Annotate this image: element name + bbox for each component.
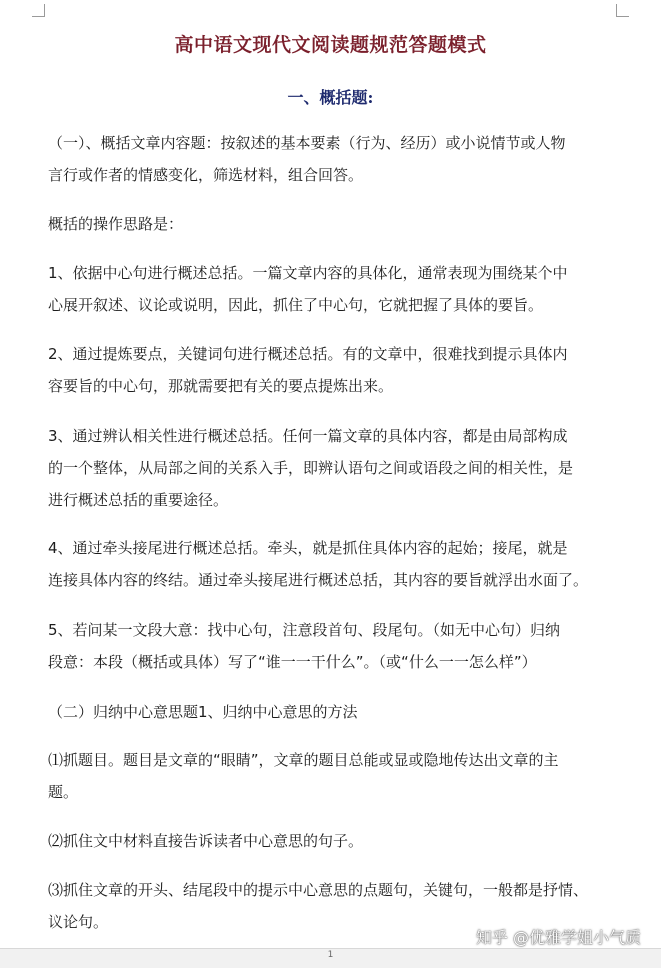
paragraph-line: 2、通过提炼要点，关键词句进行概述总括。有的文章中，很难找到提示具体内: [48, 345, 568, 363]
page-number: 1: [327, 950, 334, 960]
paragraph-line: 议论句。: [48, 913, 109, 931]
paragraph-line: 言行或作者的情感变化，筛选材料，组合回答。: [48, 166, 364, 184]
paragraph-line: 段意：本段（概括或具体）写了“谁一一干什么”。（或“什么一一怎么样”）: [48, 653, 537, 671]
paragraph-line: 题。: [48, 783, 79, 801]
paragraph-5: [48, 420, 618, 516]
paragraph-7: [48, 614, 618, 678]
paragraph-line: 5、若问某一文段大意：找中心句，注意段首句、段尾句。（如无中心句）归纳: [48, 621, 561, 639]
watermark: 知乎 @优雅学姐小气质: [475, 928, 641, 947]
paragraph-line: （一）、概括文章内容题：按叙述的基本要素（行为、经历）或小说情节或人物: [48, 134, 566, 152]
paragraph-2: [48, 208, 618, 240]
paragraph-9: [48, 744, 618, 808]
paragraph-4: [48, 338, 618, 402]
paragraph-line: ⑴抓题目。题目是文章的“眼睛”，文章的题目总能或显或隐地传达出文章的主: [48, 751, 559, 769]
paragraph-line: 3、通过辨认相关性进行概述总括。任何一篇文章的具体内容，都是由局部构成: [48, 427, 568, 445]
paragraph-6: [48, 532, 618, 596]
page-corner-mark-right: [616, 4, 629, 17]
paragraph-line: ⑵抓住文中材料直接告诉读者中心意思的句子。: [48, 832, 364, 850]
paragraph-line: 的一个整体，从局部之间的关系入手，即辨认语句之间或语段之间的相关性，是: [48, 459, 574, 477]
paragraph-line: （二）归纳中心意思题1、归纳中心意思的方法: [48, 703, 358, 721]
paragraph-line: 容要旨的中心句，那就需要把有关的要点提炼出来。: [48, 377, 394, 395]
paragraph-line: ⑶抓住文章的开头、结尾段中的提示中心意思的点题句，关键句，一般都是抒情、: [48, 881, 589, 899]
paragraph-8: [48, 696, 618, 728]
paragraph-1: [48, 127, 618, 191]
paragraph-line: 进行概述总括的重要途径。: [48, 491, 229, 509]
paragraph-line: 心展开叙述、议论或说明，因此，抓住了中心句，它就把握了具体的要旨。: [48, 296, 544, 314]
document-title: 高中语文现代文阅读题规范答题模式: [174, 34, 487, 56]
paragraph-line: 连接具体内容的终结。通过牵头接尾进行概述总括，其内容的要旨就浮出水面了。: [48, 571, 589, 589]
paragraph-line: 概括的操作思路是：: [48, 215, 184, 233]
paragraph-10: [48, 825, 618, 857]
paragraph-line: 1、依据中心句进行概述总括。一篇文章内容的具体化，通常表现为围绕某个中: [48, 264, 568, 282]
paragraph-line: 4、通过牵头接尾进行概述总括。牵头，就是抓住具体内容的起始；接尾，就是: [48, 539, 568, 557]
paragraph-3: [48, 257, 618, 321]
section-heading: 一、概括题:: [287, 88, 374, 107]
page-corner-mark-left: [32, 4, 45, 17]
